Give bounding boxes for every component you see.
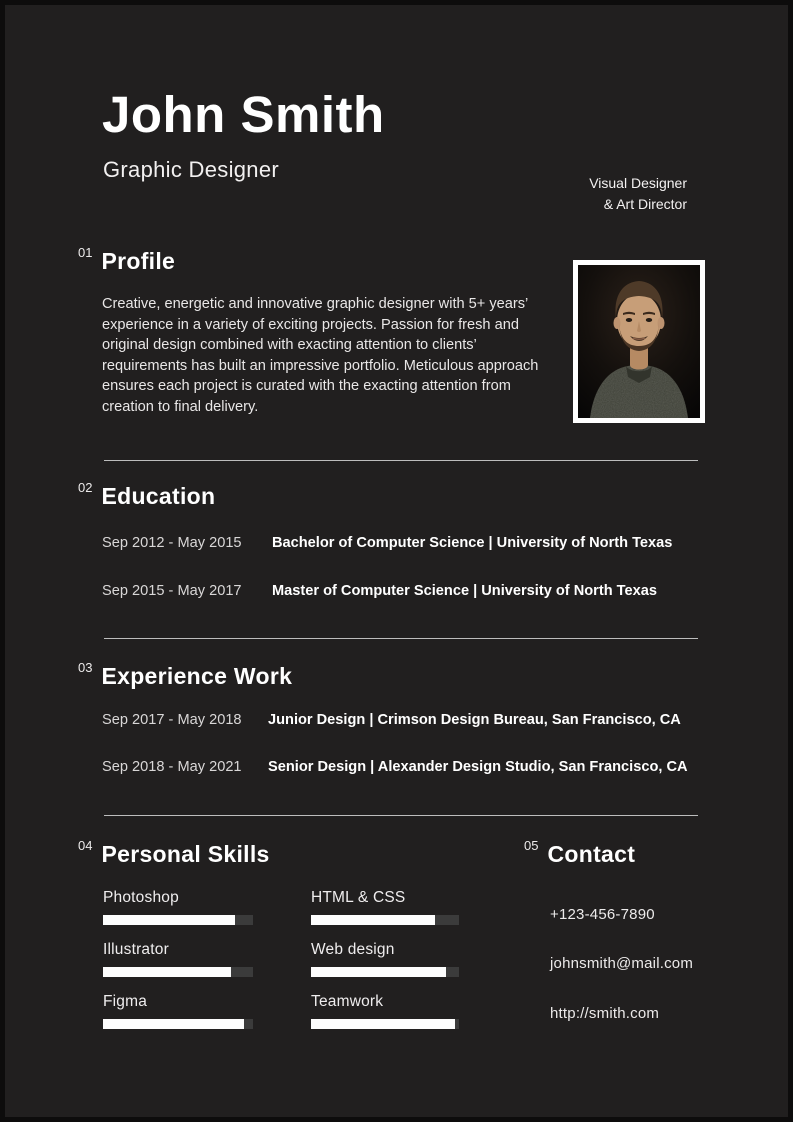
skill-bar-track [103,1019,253,1029]
skill-bar-track [103,915,253,925]
section-title: Experience Work [101,663,293,689]
skill-label: Illustrator [103,941,169,958]
contact-phone: +123-456-7890 [550,906,655,923]
section-heading-skills [78,838,270,868]
skill-item [103,941,253,977]
skill-bar-fill [311,967,446,977]
name-title: John Smith [102,86,385,143]
section-title: Profile [101,248,176,274]
skill-label: Web design [311,941,395,958]
skill-item [311,889,459,925]
skill-label: Teamwork [311,993,384,1010]
section-heading-experience [78,660,293,690]
profile-text: Creative, energetic and innovative graphic designer with 5+ years’ experience in a variety of exciting projects. Passion for fresh and original design combined with exacting attention to clients’ requirements has built an impressive portfolio. Meticulous approach ensures each project is curated with the exacting attention from creation to final delivery. [102,296,539,415]
section-title: Education [101,483,216,509]
section-title: Personal Skills [101,841,270,867]
experience-row [102,712,681,728]
skill-bar-track [311,1019,459,1029]
section-number: 01 [78,245,93,260]
tagline-line-1: Visual Designer [589,175,687,191]
skill-bar-fill [103,1019,244,1029]
education-detail: Master of Computer Science | University of North Texas [272,583,657,599]
education-detail: Bachelor of Computer Science | University of North Texas [272,535,673,551]
section-heading-education [78,480,216,510]
skill-item [311,993,459,1029]
skill-bar-fill [103,915,235,925]
education-dates: Sep 2015 - May 2017 [102,583,242,599]
divider [104,638,698,639]
skill-bar-fill [311,915,435,925]
section-heading-profile [78,245,176,275]
skill-bar-track [103,967,253,977]
divider [104,460,698,461]
experience-dates: Sep 2017 - May 2018 [102,712,242,728]
section-number: 02 [78,480,93,495]
tagline [589,173,687,215]
portrait-photo-illustration [578,265,700,418]
contact-website: http://smith.com [550,1005,660,1022]
skill-bar-track [311,967,459,977]
education-row [102,583,657,599]
role-subtitle: Graphic Designer [103,157,279,182]
section-title: Contact [547,841,636,867]
section-number: 05 [524,838,539,853]
section-heading-contact [524,838,636,868]
education-row [102,535,672,551]
skill-bar-fill [103,967,231,977]
section-number: 04 [78,838,93,853]
section-number: 03 [78,660,93,675]
experience-dates: Sep 2018 - May 2021 [102,759,242,775]
experience-detail: Senior Design | Alexander Design Studio, San Francisco, CA [268,759,688,775]
skill-label: HTML & CSS [311,889,406,906]
experience-row [102,759,688,775]
profile-photo [573,260,705,423]
skill-item [103,993,253,1029]
skill-bar-track [311,915,459,925]
contact-email: johnsmith@mail.com [550,955,694,972]
skill-label: Figma [103,993,148,1010]
experience-detail: Junior Design | Crimson Design Bureau, San Francisco, CA [268,712,681,728]
skill-item [311,941,459,977]
skill-item [103,889,253,925]
skill-label: Photoshop [103,889,179,906]
tagline-line-2: & Art Director [603,196,687,212]
skill-bar-fill [311,1019,455,1029]
education-dates: Sep 2012 - May 2015 [102,535,242,551]
divider [104,815,698,816]
